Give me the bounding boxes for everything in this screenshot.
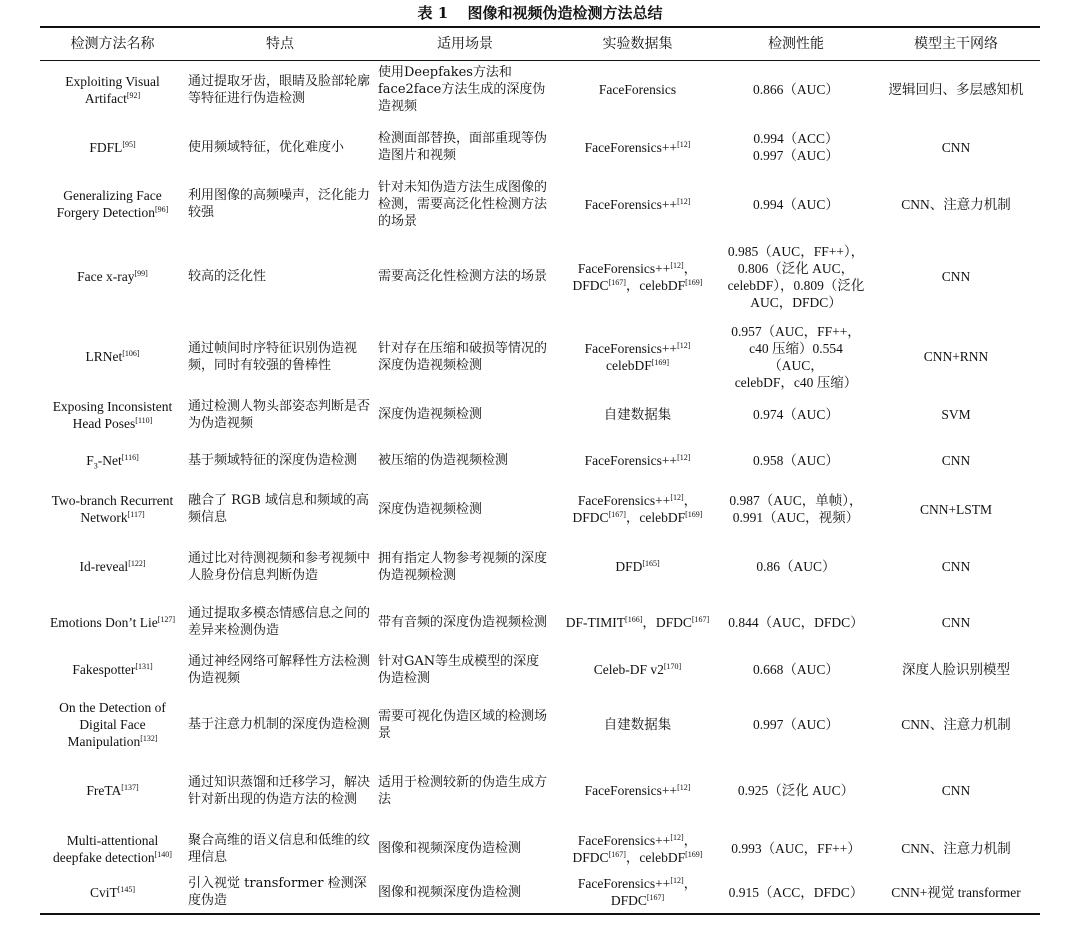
table-row [40,756,1040,826]
method-name-cell [40,437,185,484]
cell-text: c40 压缩）0.554（AUC， [749,340,843,373]
cell-text: 针对存在压缩和破损等情况的深度伪造视频检测 [378,340,548,373]
cell-text: celebDF），0.809（泛化 [727,277,865,293]
method-name-cell [40,233,185,321]
scenario-cell [375,484,555,535]
dataset-cell [555,176,720,233]
citation-ref: [116] [121,452,139,462]
performance-cell [720,646,872,694]
backbone-cell [872,393,1040,437]
citation-ref: [132] [140,734,158,743]
citation-ref: [169] [651,357,670,367]
cell-text: On the Detection of [59,700,166,715]
features-cell [185,826,375,872]
cell-text: FaceForensics++ [584,452,678,468]
table-row [40,694,1040,756]
cell-text: Emotions Don’t Lie [49,614,158,630]
cell-text: Fakespotter [72,662,136,677]
features-cell [185,484,375,535]
cell-text: 通过比对待测视频和参考视频中人脸身份信息判断伪造 [188,550,371,583]
features-cell [185,119,375,176]
citation-ref: [169] [685,849,703,859]
cell-text: CNN [941,269,971,284]
backbone-cell [872,119,1040,176]
table-row [40,872,1040,914]
methods-summary-table [40,26,1040,915]
scenario-cell [375,872,555,914]
cell-text: DFD [615,559,643,574]
method-name-cell [40,484,185,535]
citation-ref: [117] [127,510,145,519]
cell-text: Generalizing Face [63,188,162,203]
cell-text: 基于注意力机制的深度伪造检测 [188,717,371,732]
cell-text: DF-TIMIT [565,614,626,630]
cell-text: 融合了 RGB 域信息和频域的高频信息 [188,493,369,525]
cell-text: CNN [941,452,971,468]
dataset-cell [555,233,720,321]
table-row [40,119,1040,176]
citation-ref: [12] [670,832,684,842]
cell-text: 通过提取多模态情感信息之间的差异来检测伪造 [188,606,371,638]
scenario-cell [375,756,555,826]
features-cell [185,176,375,233]
performance-cell [720,437,872,484]
performance-cell [720,393,872,437]
cell-text: FaceForensics++ [584,783,678,798]
cell-text: Head Poses [72,415,136,431]
cell-text: Id-reveal [79,559,129,574]
cell-text: 基于频域特征的深度伪造检测 [188,452,358,468]
dataset-cell [555,321,720,393]
cell-text: 0.994（ACC） [753,131,839,146]
cell-text: 引入视觉 transformer 检测深度伪造 [188,876,367,908]
cell-text: 0.915（ACC，DFDC） [728,884,864,900]
cell-text: ， [683,260,698,276]
method-name-cell [40,321,185,393]
cell-text: 0.844（AUC，DFDC） [728,614,864,630]
citation-ref: [12] [677,139,691,149]
citation-ref: [12] [677,340,691,350]
table-row [40,437,1040,484]
cell-text: Network [80,510,128,525]
citation-ref: [12] [677,783,691,792]
backbone-cell [872,484,1040,535]
cell-text: 自建数据集 [603,717,672,732]
features-cell [185,694,375,756]
cell-text: Artifact [84,90,127,106]
cell-text: Digital Face [79,717,146,732]
scenario-cell [375,437,555,484]
backbone-cell [872,872,1040,914]
cell-text: deepfake detection [53,849,155,865]
features-cell [185,393,375,437]
cell-text: 图像和视频深度伪造检测 [378,841,522,856]
table-body [40,61,1040,914]
cell-text: FaceForensics [598,82,677,98]
citation-ref: [167] [608,510,626,519]
performance-cell [720,61,872,119]
backbone-cell [872,321,1040,393]
dataset-cell [555,393,720,437]
cell-text: 0.985（AUC，FF++）， [727,243,865,259]
backbone-cell [872,61,1040,119]
cell-text: 0.997（AUC） [753,717,839,732]
cell-text: FaceForensics++ [577,832,671,848]
cell-text: Forgery Detection [56,205,156,220]
citation-ref: [95] [122,139,136,149]
performance-cell [720,599,872,646]
dataset-cell [555,756,720,826]
citation-ref: [145] [117,884,136,894]
scenario-cell [375,176,555,233]
scenario-cell [375,826,555,872]
citation-ref: [92] [126,90,141,100]
scenario-cell [375,321,555,393]
citation-ref: [167] [691,614,710,624]
citation-ref: [106] [122,349,140,358]
cell-text: 带有音频的深度伪造视频检测 [378,614,548,630]
cell-text: 拥有指定人物参考视频的深度伪造视频检测 [378,550,548,583]
cell-text: 通过神经网络可解释性方法检测伪造视频 [188,653,371,686]
scenario-cell [375,646,555,694]
cell-text: 使用Deepfakes方法和face2face方法生成的深度伪造视频 [378,65,546,115]
cell-text: 0.997（AUC） [753,148,839,163]
table-row [40,233,1040,321]
cell-text: 聚合高维的语义信息和低维的纹理信息 [188,832,371,865]
features-cell [185,233,375,321]
features-cell [185,599,375,646]
cell-text: 逻辑回归、多层感知机 [888,82,1024,98]
cell-text: 0.806（泛化 AUC， [737,260,855,276]
scenario-cell [375,599,555,646]
header-scenario: 适用场景 [375,27,555,61]
cell-text: 较高的泛化性 [188,269,267,284]
citation-ref: [140] [154,849,172,859]
header-method-name: 检测方法名称 [40,27,185,61]
citation-ref: [96] [155,205,169,214]
dataset-cell [555,694,720,756]
performance-cell [720,233,872,321]
cell-text: 检测面部替换，面部重现等伪造图片和视频 [378,131,548,163]
cell-text: FDFL [89,139,123,155]
cell-text: FaceForensics++ [584,139,678,155]
cell-text: 0.974（AUC） [753,407,839,422]
performance-cell [720,535,872,599]
citation-ref: [167] [608,849,626,859]
scenario-cell [375,535,555,599]
cell-text: ， [683,876,698,891]
performance-cell [720,321,872,393]
cell-text: FaceForensics++ [584,196,678,212]
performance-cell [720,872,872,914]
backbone-cell [872,826,1040,872]
citation-ref: [167] [646,893,665,902]
dataset-cell [555,437,720,484]
performance-cell [720,756,872,826]
backbone-cell [872,176,1040,233]
cell-text: CNN [941,614,971,630]
cell-text: 使用频域特征，优化难度小 [188,139,345,155]
cell-text: FaceForensics++ [584,340,678,356]
citation-ref: [12] [670,876,684,885]
header-performance: 检测性能 [720,27,872,61]
method-name-cell [40,694,185,756]
citation-ref: [99] [134,269,148,278]
dataset-cell [555,535,720,599]
table-row [40,393,1040,437]
performance-cell [720,176,872,233]
dataset-cell [555,119,720,176]
cell-text: ， [683,493,698,508]
citation-ref: [131] [135,662,153,671]
citation-ref: [166] [625,614,643,624]
method-name-cell [40,393,185,437]
cell-text: 需要可视化伪造区域的检测场景 [378,708,548,741]
performance-cell [720,484,872,535]
cell-text: 通过帧间时序特征识别伪造视频，同时有较强的鲁棒性 [188,340,358,373]
features-cell [185,646,375,694]
table-title: 图像和视频伪造检测方法总结 [467,4,663,22]
backbone-cell [872,535,1040,599]
table-row [40,176,1040,233]
cell-text: FaceForensics++ [577,260,671,276]
method-name-cell [40,646,185,694]
cell-text: Exploiting Visual [65,73,160,89]
header-backbone: 模型主干网络 [872,27,1040,61]
cell-text: DFDC [572,849,609,865]
header-dataset: 实验数据集 [555,27,720,61]
cell-text: Manipulation [67,734,141,749]
cell-text: 深度人脸识别模型 [902,662,1010,677]
cell-text: 被压缩的伪造视频检测 [378,452,509,468]
citation-ref: [169] [685,277,703,287]
cell-text: 0.866（AUC） [753,82,839,98]
performance-cell [720,826,872,872]
cell-text: DFDC [572,510,609,525]
citation-ref: [165] [642,559,660,568]
table-row [40,321,1040,393]
cell-text: Exposing Inconsistent [52,398,173,414]
table-caption [40,0,1040,26]
table-header-row [40,27,1040,61]
table-row [40,826,1040,872]
cell-text: ，celebDF [625,849,686,865]
cell-text: celebDF，c40 压缩） [734,374,858,390]
subscript: 3 [93,461,98,471]
scenario-cell [375,61,555,119]
table-row [40,535,1040,599]
features-cell [185,321,375,393]
cell-text: SVM [941,407,971,422]
cell-text: AUC，DFDC） [750,294,842,310]
cell-text: CNN+视觉 transformer [891,884,1021,900]
cell-text: 0.86（AUC） [756,559,836,574]
cell-text: Celeb-DF v2 [593,662,664,677]
header-features: 特点 [185,27,375,61]
backbone-cell [872,599,1040,646]
cell-text: 图像和视频深度伪造检测 [378,884,522,900]
method-name-cell [40,826,185,872]
scenario-cell [375,119,555,176]
scenario-cell [375,233,555,321]
cell-text: DFDC [572,277,609,293]
citation-ref: [127] [157,614,176,624]
cell-text: 0.991（AUC，视频） [732,510,860,525]
citation-ref: [170] [663,662,682,671]
scenario-cell [375,694,555,756]
cell-text: 0.958（AUC） [753,452,839,468]
citation-ref: [167] [608,277,626,287]
cell-text: CviT [89,884,118,900]
dataset-cell [555,599,720,646]
table-row [40,646,1040,694]
method-name-cell [40,535,185,599]
features-cell [185,756,375,826]
dataset-cell [555,61,720,119]
cell-text: 0.668（AUC） [753,662,839,677]
cell-text: 0.925（泛化 AUC） [737,783,855,798]
cell-text: CNN+RNN [923,349,989,364]
table-row [40,61,1040,119]
cell-text: 通过知识蒸馏和迁移学习，解决针对新出现的伪造方法的检测 [188,774,371,807]
cell-text: -Net [97,452,122,468]
cell-text: CNN [941,559,971,574]
cell-text: 利用图像的高频噪声，泛化能力较强 [188,188,371,220]
cell-text: 通过检测人物头部姿态判断是否为伪造视频 [188,398,371,431]
cell-text: 深度伪造视频检测 [378,407,483,422]
cell-text: CNN、注意力机制 [901,717,1011,732]
backbone-cell [872,646,1040,694]
citation-ref: [12] [677,196,691,206]
citation-ref: [122] [128,559,146,568]
backbone-cell [872,756,1040,826]
cell-text: CNN、注意力机制 [901,196,1011,212]
cell-text: ，DFDC [642,614,692,630]
citation-ref: [12] [677,452,691,462]
table-number: 表 1 [417,4,449,22]
features-cell [185,535,375,599]
cell-text: ，celebDF [625,510,686,525]
cell-text: 0.993（AUC，FF++） [731,841,861,856]
cell-text: LRNet [85,349,123,364]
cell-text: celebDF [605,357,652,373]
cell-text: DFDC [610,893,647,908]
citation-ref: [110] [135,415,153,425]
cell-text: 需要高泛化性检测方法的场景 [378,269,548,284]
cell-text: CNN、注意力机制 [901,841,1011,856]
cell-text: CNN [941,783,971,798]
table-row [40,599,1040,646]
features-cell [185,872,375,914]
cell-text: FaceForensics++ [577,876,671,891]
method-name-cell [40,756,185,826]
method-name-cell [40,599,185,646]
method-name-cell [40,119,185,176]
method-name-cell [40,176,185,233]
cell-text: F [86,452,94,468]
dataset-cell [555,484,720,535]
cell-text: 0.957（AUC，FF++， [731,323,861,339]
method-name-cell [40,61,185,119]
dataset-cell [555,872,720,914]
dataset-cell [555,826,720,872]
cell-text: 通过提取牙齿，眼睛及脸部轮廓等特征进行伪造检测 [188,73,371,106]
cell-text: FaceForensics++ [577,493,671,508]
citation-ref: [137] [121,783,139,792]
dataset-cell [555,646,720,694]
features-cell [185,437,375,484]
cell-text: 适用于检测较新的伪造生成方法 [378,774,548,807]
method-name-cell [40,872,185,914]
cell-text: ， [683,832,698,848]
cell-text: FreTA [86,783,122,798]
cell-text: 深度伪造视频检测 [378,501,483,517]
backbone-cell [872,694,1040,756]
scenario-cell [375,393,555,437]
performance-cell [720,694,872,756]
citation-ref: [12] [670,260,684,270]
cell-text: 针对未知伪造方法生成图像的检测，需要高泛化性检测方法的场景 [378,179,548,229]
cell-text: 自建数据集 [603,407,672,422]
backbone-cell [872,437,1040,484]
cell-text: CNN+LSTM [919,501,993,517]
cell-text: 0.994（AUC） [753,196,839,212]
backbone-cell [872,233,1040,321]
cell-text: 0.987（AUC，单帧）， [729,493,863,508]
citation-ref: [169] [685,510,703,519]
cell-text: CNN [941,139,971,155]
citation-ref: [12] [670,493,684,502]
cell-text: Face x-ray [77,269,135,284]
cell-text: 针对GAN等生成模型的深度伪造检测 [378,653,540,686]
cell-text: Multi-attentional [66,832,159,848]
cell-text: Two-branch Recurrent [51,493,174,508]
cell-text: ，celebDF [625,277,686,293]
features-cell [185,61,375,119]
performance-cell [720,119,872,176]
table-row [40,484,1040,535]
